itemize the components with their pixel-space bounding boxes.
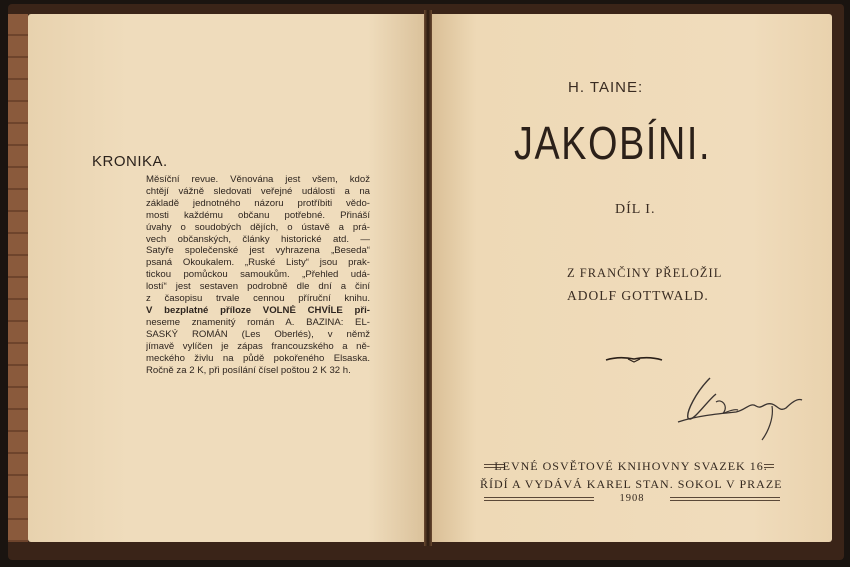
publication-year: 1908 bbox=[619, 493, 645, 504]
advert-line: SASKÝ ROMÁN (Les Oberlés), v němž bbox=[146, 328, 370, 340]
publisher-line: ŘÍDÍ A VYDÁVÁ KAREL STAN. SOKOL V PRAZE bbox=[480, 477, 783, 491]
volume-label: DÍL I. bbox=[615, 202, 656, 217]
book-title: JAKOBÍNI. bbox=[514, 117, 712, 169]
advert-line: úvahy o soudobých dějích, o ústavě a prá- bbox=[146, 221, 370, 233]
series-line: LEVNÉ OSVĚTOVÉ KNIHOVNY SVAZEK 16. bbox=[494, 459, 768, 473]
advert-line: mosti každému občanu potřebné. Přináší bbox=[146, 209, 370, 221]
advert-line: jímavě vylíčen je zápas francouzského a ně- bbox=[146, 340, 370, 352]
book-gutter bbox=[424, 10, 432, 546]
author-name: H. TAINE: bbox=[568, 79, 644, 96]
advert-line: vech občanských, články historické atd. — bbox=[146, 233, 370, 245]
footer-rule bbox=[484, 497, 594, 501]
advert-line: chtějí vážně sledovati veřejné události a na bbox=[146, 185, 370, 197]
advert-line: tickou pomůckou samoukům. „Přehled udá- bbox=[146, 269, 370, 281]
footer-rule bbox=[670, 497, 780, 501]
advert-body bbox=[146, 174, 370, 376]
translation-note: Z FRANČINY PŘELOŽIL bbox=[567, 266, 723, 280]
advert-line: psaná Okoukalem. „Ruské Listy“ jsou prak- bbox=[146, 257, 370, 269]
advert-line: Satyře společenské jest vyhrazena „Beseda“ bbox=[146, 245, 370, 257]
advert-line: neseme znamenitý román A. BAZINA: EL- bbox=[146, 316, 370, 328]
advert-line: V bezplatné příloze VOLNÉ CHVÍLE při- bbox=[146, 304, 370, 316]
ornament-icon bbox=[604, 354, 664, 364]
handwritten-signature bbox=[676, 372, 806, 442]
book-cover-edge bbox=[8, 14, 28, 542]
advert-line: Ročně za 2 K, při posílání čísel poštou 2 K 32 h. bbox=[146, 364, 351, 376]
advert-line: z časopisu trvale cennou příruční knihu. bbox=[146, 293, 370, 305]
advert-line: základě jednotného názoru protříbiti vědo- bbox=[146, 197, 370, 209]
advert-line: Měsíční revue. Věnována jest všem, kdož bbox=[146, 174, 370, 185]
advert-line: lostí“ jest sestaven podrobně dle dní a činí bbox=[146, 281, 370, 293]
advert-line: meckého živlu na půdě pokořeného Elsaska. bbox=[146, 352, 370, 364]
translator-name: ADOLF GOTTWALD. bbox=[567, 288, 709, 303]
advert-heading: KRONIKA. bbox=[92, 153, 168, 170]
